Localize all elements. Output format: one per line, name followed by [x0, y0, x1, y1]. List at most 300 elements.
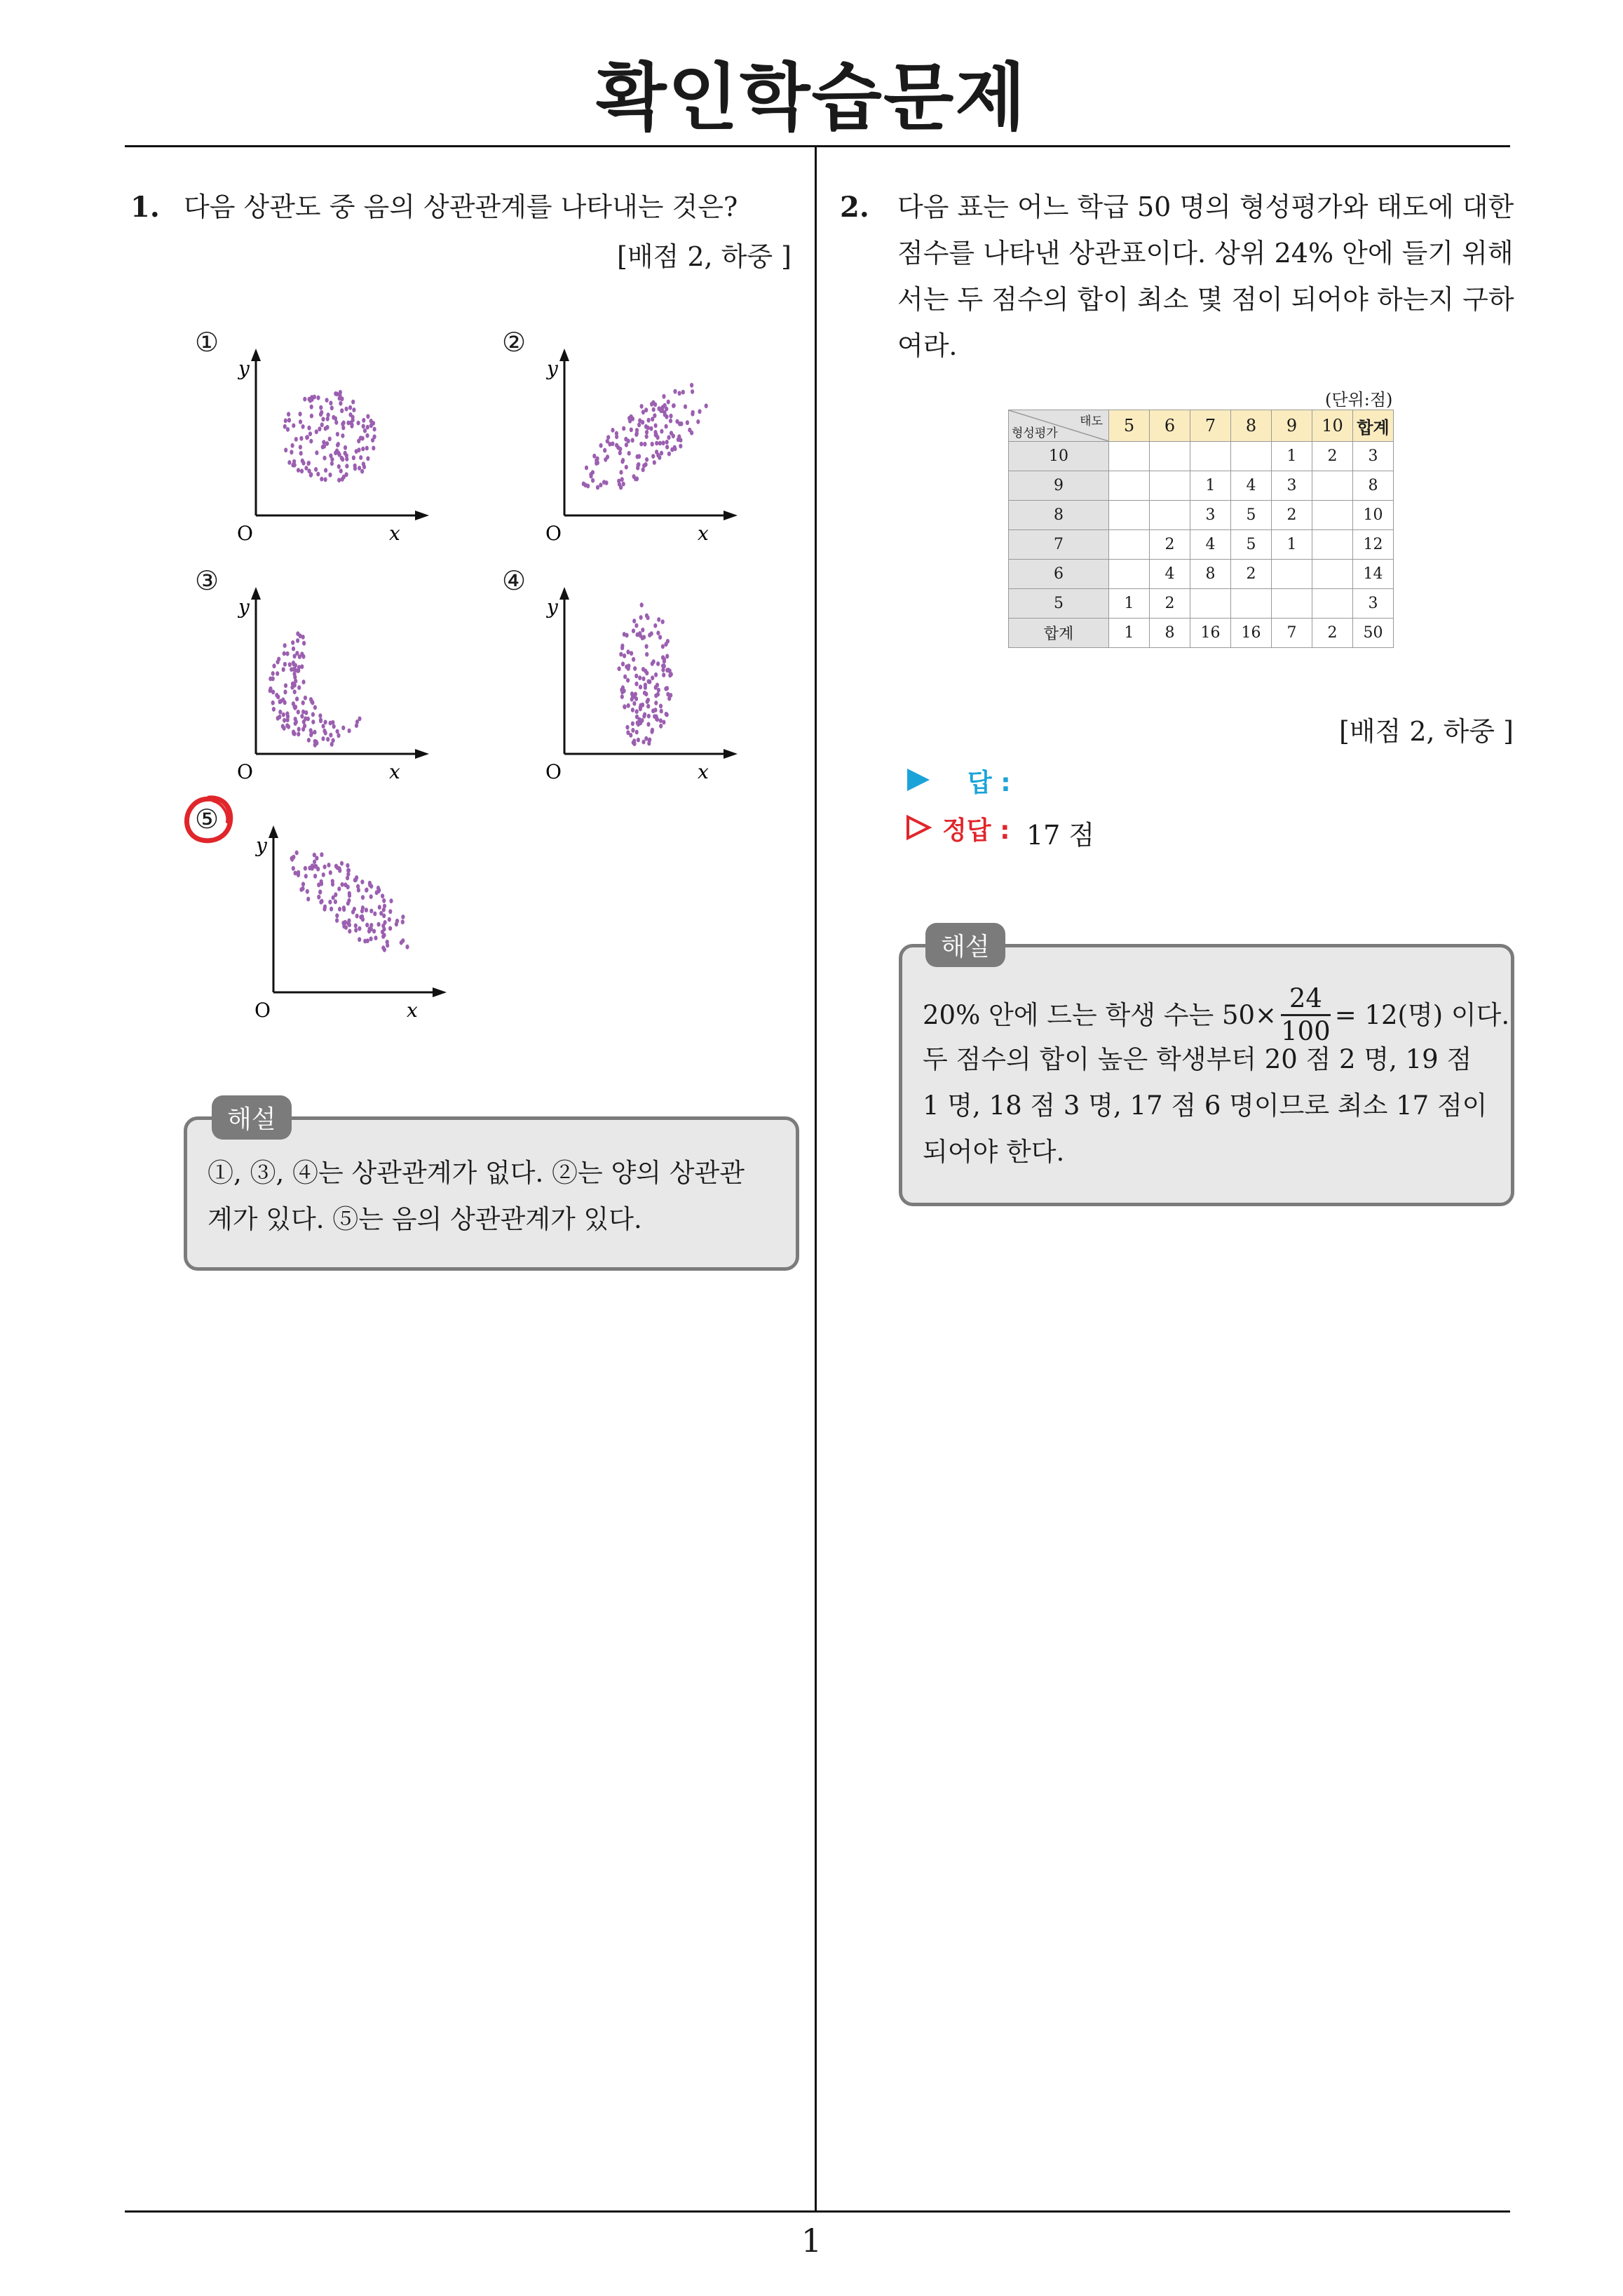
scatter-dot — [300, 468, 304, 473]
scatter-dot — [319, 900, 322, 905]
scatter-dot — [662, 440, 665, 445]
scatter-dot — [369, 923, 373, 928]
scatter-dot — [298, 654, 301, 659]
q1-score: [배점 2, 하중 ] — [617, 241, 792, 272]
x-axis-label: x — [698, 522, 709, 545]
scatter-dot — [631, 417, 634, 421]
scatter-dot — [618, 666, 621, 671]
scatter-dot — [634, 623, 638, 628]
scatter-dot — [632, 619, 636, 623]
scatter-dot — [400, 940, 403, 945]
scatter-dot — [301, 635, 305, 640]
scatter-dot — [365, 907, 368, 912]
scatter-dot — [320, 477, 323, 482]
page-number: 1 — [801, 2222, 822, 2260]
scatter-dot — [295, 696, 299, 701]
origin-label: O — [545, 522, 562, 545]
x-axis-arrow — [724, 749, 738, 759]
q1-text: 다음 상관도 중 음의 상관관계를 나타내는 것은? — [184, 191, 738, 222]
scatter-dot — [618, 450, 622, 455]
scatter-dot — [348, 405, 352, 410]
scatter-dot — [331, 720, 334, 725]
scatter-dot — [365, 433, 369, 438]
table-corner-bottom: 형성평가 — [1012, 426, 1058, 440]
scatter-dot — [325, 425, 329, 430]
scatter-dot — [665, 424, 668, 429]
scatter-dot — [292, 647, 295, 651]
scatter-dot — [344, 882, 347, 887]
scatter-dot — [373, 427, 376, 432]
scatter-dot — [350, 422, 353, 427]
table-cell: 1 — [1109, 619, 1150, 648]
scatter-dot — [330, 461, 334, 466]
table-cell: 2 — [1150, 530, 1190, 560]
scatter-dot — [661, 655, 665, 660]
x-axis-label: x — [407, 999, 418, 1022]
scatter-dot — [382, 914, 386, 919]
scatter-dot — [293, 689, 297, 694]
scatter-dot — [383, 920, 387, 925]
table-cell: 3 — [1353, 442, 1394, 471]
scatter-dot — [282, 667, 285, 672]
scatter-dot — [320, 882, 323, 886]
scatter-dot — [634, 432, 638, 437]
scatter-dot — [330, 405, 334, 410]
scatter-plot-3 — [224, 586, 435, 785]
scatter-dot — [655, 441, 658, 446]
table-col-header: 합계 — [1353, 410, 1394, 442]
scatter-dot — [336, 432, 339, 437]
scatter-dot — [322, 724, 325, 729]
scatter-dot — [632, 701, 636, 706]
scatter-dot — [365, 446, 369, 451]
scatter-dot — [592, 454, 596, 459]
q1-solution-tag: 해설 — [212, 1095, 292, 1140]
scatter-dot — [313, 853, 316, 858]
table-cell: 2 — [1150, 589, 1190, 619]
scatter-dot — [653, 708, 657, 713]
scatter-dot — [271, 671, 275, 676]
scatter-dot — [344, 445, 347, 450]
scatter-dot — [582, 482, 585, 487]
scatter-dot — [637, 463, 640, 468]
scatter-dot — [654, 424, 658, 428]
scatter-dot — [366, 414, 369, 419]
scatter-dot — [302, 641, 306, 646]
scatter-dot — [639, 615, 643, 620]
scatter-dot — [632, 628, 635, 633]
scatter-dot — [297, 665, 301, 670]
scatter-dot — [622, 482, 625, 487]
scatter-dot — [635, 709, 639, 714]
scatter-dot — [690, 431, 693, 435]
scatter-dot — [352, 455, 355, 460]
scatter-dot — [357, 888, 360, 893]
scatter-dot — [283, 662, 287, 667]
scatter-dot — [320, 410, 323, 415]
q2-solution-suffix: = 12(명) 이다. — [1334, 999, 1510, 1030]
scatter-dot — [294, 705, 297, 710]
scatter-dot — [272, 663, 276, 668]
table-col-header: 5 — [1109, 410, 1150, 442]
table-cell — [1231, 589, 1272, 619]
scatter-dot — [673, 389, 677, 394]
choice-3-label[interactable]: ③ — [195, 565, 219, 596]
scatter-dot — [638, 675, 641, 680]
scatter-dot — [324, 720, 327, 724]
scatter-dot — [305, 435, 308, 440]
scatter-dot — [308, 468, 311, 473]
scatter-dot — [631, 438, 634, 443]
scatter-dot — [690, 383, 693, 388]
scatter-dot — [301, 701, 305, 705]
scatter-dot — [634, 674, 638, 679]
y-axis-arrow — [559, 349, 569, 361]
choice-4-label[interactable]: ④ — [502, 565, 527, 596]
scatter-dot — [669, 414, 672, 419]
scatter-dot — [318, 713, 322, 718]
scatter-dot — [660, 451, 663, 456]
scatter-dot — [294, 437, 298, 442]
table-col-header: 7 — [1190, 410, 1231, 442]
q2-text-line3: 서는 두 점수의 합이 최소 몇 점이 되어야 하는지 구하 — [897, 284, 1514, 315]
scatter-dot — [309, 439, 313, 444]
scatter-dot — [639, 442, 643, 447]
scatter-dot — [672, 433, 675, 438]
scatter-dot — [334, 892, 337, 897]
table-row-label: 7 — [1009, 530, 1109, 560]
scatter-dot — [647, 741, 651, 746]
scatter-dot — [336, 865, 339, 870]
scatter-dot — [313, 730, 316, 735]
scatter-dot — [319, 719, 322, 724]
scatter-dot — [661, 619, 665, 624]
table-cell — [1312, 471, 1353, 501]
table-cell: 3 — [1272, 471, 1312, 501]
scatter-dot — [269, 688, 272, 693]
scatter-dot — [665, 440, 669, 445]
scatter-dot — [283, 718, 286, 723]
scatter-dot — [313, 860, 316, 865]
table-row-label: 9 — [1009, 471, 1109, 501]
q2-score: [배점 2, 하중 ] — [1339, 716, 1514, 747]
scatter-dot — [301, 459, 304, 464]
scatter-dot — [329, 870, 332, 875]
scatter-dot — [351, 910, 355, 914]
scatter-dot — [646, 722, 650, 727]
scatter-dot — [325, 398, 329, 403]
scatter-dot — [324, 731, 327, 736]
scatter-dot — [329, 733, 332, 738]
table-row — [1009, 589, 1394, 619]
scatter-dot — [290, 856, 294, 861]
scatter-dot — [365, 888, 368, 893]
scatter-dot — [354, 924, 358, 928]
scatter-dot — [606, 454, 609, 459]
table-row — [1009, 530, 1394, 560]
scatter-dot — [354, 928, 358, 933]
scatter-dot — [311, 863, 314, 868]
scatter-dot — [372, 929, 376, 934]
scatter-dot — [659, 718, 663, 723]
x-axis-arrow — [415, 749, 429, 759]
scatter-dot — [283, 424, 287, 429]
table-cell: 1 — [1109, 589, 1150, 619]
scatter-dot — [668, 673, 672, 678]
scatter-dot — [361, 895, 365, 900]
origin-label: O — [237, 760, 253, 783]
scatter-dot — [335, 913, 339, 918]
scatter-dot — [311, 712, 315, 717]
table-corner-top: 태도 — [1080, 414, 1103, 428]
scatter-dot — [341, 421, 344, 426]
scatter-dot — [632, 741, 636, 746]
scatter-dot — [304, 874, 308, 879]
scatter-dot — [297, 710, 300, 715]
scatter-dot — [651, 442, 654, 447]
scatter-dot — [386, 940, 389, 945]
column-divider — [815, 145, 817, 2212]
scatter-dot — [369, 936, 373, 941]
scatter-dot — [330, 457, 334, 462]
scatter-dot — [357, 447, 360, 452]
scatter-dot — [357, 421, 360, 426]
table-cell — [1109, 530, 1150, 560]
scatter-dot — [632, 657, 635, 662]
scatter-dot — [627, 451, 631, 456]
scatter-dot — [297, 870, 300, 875]
scatter-dot — [296, 631, 299, 636]
table-cell: 3 — [1353, 589, 1394, 619]
table-cell — [1109, 471, 1150, 501]
x-axis-arrow — [433, 987, 447, 997]
y-axis-label: y — [547, 357, 558, 380]
scatter-dot — [326, 737, 330, 742]
scatter-dot — [382, 927, 386, 932]
scatter-dot — [299, 436, 303, 441]
scatter-dot — [297, 731, 300, 736]
scatter-dot — [304, 866, 307, 871]
q2-number: 2. — [840, 191, 869, 224]
scatter-dot — [661, 668, 665, 673]
table-cell: 10 — [1353, 501, 1394, 530]
table-cell: 2 — [1272, 501, 1312, 530]
scatter-dot — [661, 644, 665, 649]
scatter-dot — [355, 723, 358, 728]
scatter-dot — [299, 887, 303, 892]
scatter-dot — [637, 422, 641, 427]
table-cell: 2 — [1231, 560, 1272, 589]
scatter-dot — [625, 465, 628, 470]
q2-solution-line2: 두 점수의 합이 높은 학생부터 20 점 2 명, 19 점 — [923, 1044, 1472, 1074]
scatter-dot — [691, 389, 694, 394]
scatter-dot — [678, 391, 681, 396]
q2-text-line2: 점수를 나타낸 상관표이다. 상위 24% 안에 들기 위해 — [897, 238, 1514, 269]
scatter-dot — [332, 724, 336, 729]
scatter-dot — [328, 473, 332, 478]
scatter-dot — [619, 652, 623, 657]
scatter-dot — [335, 918, 339, 923]
scatter-dot — [284, 683, 287, 688]
table-col-header: 6 — [1150, 410, 1190, 442]
scatter-dot — [360, 879, 364, 884]
scatter-dot — [341, 882, 344, 887]
scatter-dot — [360, 914, 364, 919]
y-axis-arrow — [251, 349, 261, 361]
table-row — [1009, 442, 1394, 471]
scatter-dot — [278, 715, 281, 720]
scatter-dot — [353, 466, 357, 471]
scatter-dot — [633, 666, 637, 671]
scatter-dot — [358, 466, 361, 471]
scatter-dot — [634, 682, 638, 687]
scatter-dot — [339, 401, 342, 406]
scatter-dot — [653, 403, 657, 407]
scatter-dot — [366, 425, 369, 430]
scatter-dot — [348, 729, 351, 734]
scatter-dot — [626, 730, 630, 735]
answer-arrow-icon — [904, 766, 932, 794]
scatter-dot — [645, 670, 648, 675]
table-cell: 5 — [1231, 501, 1272, 530]
scatter-dot — [651, 728, 654, 733]
q2-text-line4: 여라. — [897, 330, 958, 361]
scatter-dot — [585, 466, 588, 471]
scatter-dot — [381, 893, 384, 898]
scatter-dot — [341, 477, 344, 482]
scatter-dot — [698, 409, 701, 414]
x-axis-arrow — [724, 511, 738, 520]
scatter-dot — [339, 468, 343, 473]
scatter-dot — [329, 400, 332, 405]
scatter-dot — [318, 426, 321, 431]
table-cell — [1109, 501, 1150, 530]
scatter-dot — [309, 728, 313, 733]
scatter-dot — [622, 426, 625, 431]
table-col-header: 8 — [1231, 410, 1272, 442]
table-row-label: 합계 — [1009, 619, 1109, 648]
scatter-dot — [648, 633, 651, 637]
table-cell: 16 — [1190, 619, 1231, 648]
scatter-dot — [323, 865, 327, 870]
scatter-dot — [307, 426, 311, 431]
correct-value: 17 점 — [1026, 820, 1095, 851]
scatter-dot — [306, 889, 309, 894]
scatter-dot — [647, 418, 651, 423]
scatter-dot — [345, 407, 348, 412]
scatter-dot — [345, 472, 348, 477]
scatter-dot — [679, 421, 683, 426]
scatter-dot — [630, 428, 633, 433]
scatter-dot — [346, 872, 350, 877]
scatter-dot — [319, 405, 322, 410]
table-cell — [1312, 589, 1353, 619]
choice-5-label[interactable]: ⑤ — [195, 804, 219, 835]
scatter-dot — [369, 894, 373, 899]
scatter-dot — [340, 861, 344, 866]
scatter-dot — [647, 714, 651, 719]
scatter-dot — [652, 659, 656, 664]
scatter-dot — [337, 464, 341, 469]
scatter-dot — [641, 420, 644, 425]
scatter-dot — [638, 631, 641, 636]
table-cell: 14 — [1353, 560, 1394, 589]
scatter-dot — [297, 727, 301, 731]
table-row — [1009, 560, 1394, 589]
scatter-dot — [301, 424, 305, 429]
table-cell: 1 — [1190, 471, 1231, 501]
q2-solution-tag: 해설 — [925, 923, 1005, 967]
scatter-dot — [316, 472, 320, 477]
choice-1-label[interactable]: ① — [195, 327, 219, 358]
scatter-dot — [659, 724, 663, 729]
table-cell: 4 — [1231, 471, 1272, 501]
origin-label: O — [254, 999, 271, 1022]
scatter-dot — [645, 652, 648, 657]
scatter-dot — [373, 912, 376, 917]
scatter-dot — [634, 477, 637, 482]
scatter-dot — [625, 443, 628, 447]
scatter-dot — [615, 443, 618, 448]
scatter-dot — [361, 905, 365, 910]
scatter-dot — [321, 417, 325, 421]
scatter-dot — [684, 405, 687, 410]
scatter-dot — [315, 450, 318, 455]
scatter-dot — [665, 668, 669, 673]
selected-circle-mark — [181, 792, 237, 849]
scatter-dot — [621, 661, 625, 666]
scatter-dot — [342, 905, 346, 910]
scatter-dot — [591, 478, 595, 483]
scatter-dot — [625, 725, 629, 730]
scatter-dot — [634, 696, 638, 701]
choice-2-label[interactable]: ② — [502, 327, 527, 358]
scatter-dot — [287, 412, 290, 417]
scatter-dot — [365, 923, 369, 928]
scatter-dot — [691, 410, 695, 415]
scatter-dot — [646, 616, 650, 621]
scatter-dot — [338, 393, 341, 398]
scatter-dot — [667, 435, 670, 440]
scatter-dot — [297, 468, 300, 473]
table-cell: 4 — [1190, 530, 1231, 560]
table-cell: 8 — [1150, 619, 1190, 648]
q1-number: 1. — [130, 191, 160, 224]
scatter-dot — [344, 925, 348, 930]
scatter-dot — [621, 458, 625, 463]
scatter-dot — [307, 738, 311, 743]
scatter-dot — [304, 696, 307, 701]
scatter-dot — [346, 863, 349, 868]
scatter-dot — [662, 394, 665, 399]
scatter-dot — [627, 663, 630, 668]
scatter-dot — [328, 437, 332, 442]
scatter-dot — [315, 429, 318, 434]
scatter-dot — [281, 724, 285, 729]
scatter-dot — [660, 709, 663, 714]
scatter-dot — [372, 421, 375, 426]
scatter-dot — [314, 467, 318, 472]
table-row-label: 6 — [1009, 560, 1109, 589]
q2-solution-line3: 1 명, 18 점 3 명, 17 점 6 명이므로 최소 17 점이 — [923, 1090, 1488, 1121]
scatter-dot — [670, 447, 674, 452]
scatter-dot — [316, 396, 320, 400]
scatter-dot — [389, 898, 393, 903]
table-cell — [1109, 560, 1150, 589]
y-axis-arrow — [251, 587, 261, 600]
scatter-dot — [620, 645, 624, 650]
scatter-dot — [271, 701, 275, 705]
